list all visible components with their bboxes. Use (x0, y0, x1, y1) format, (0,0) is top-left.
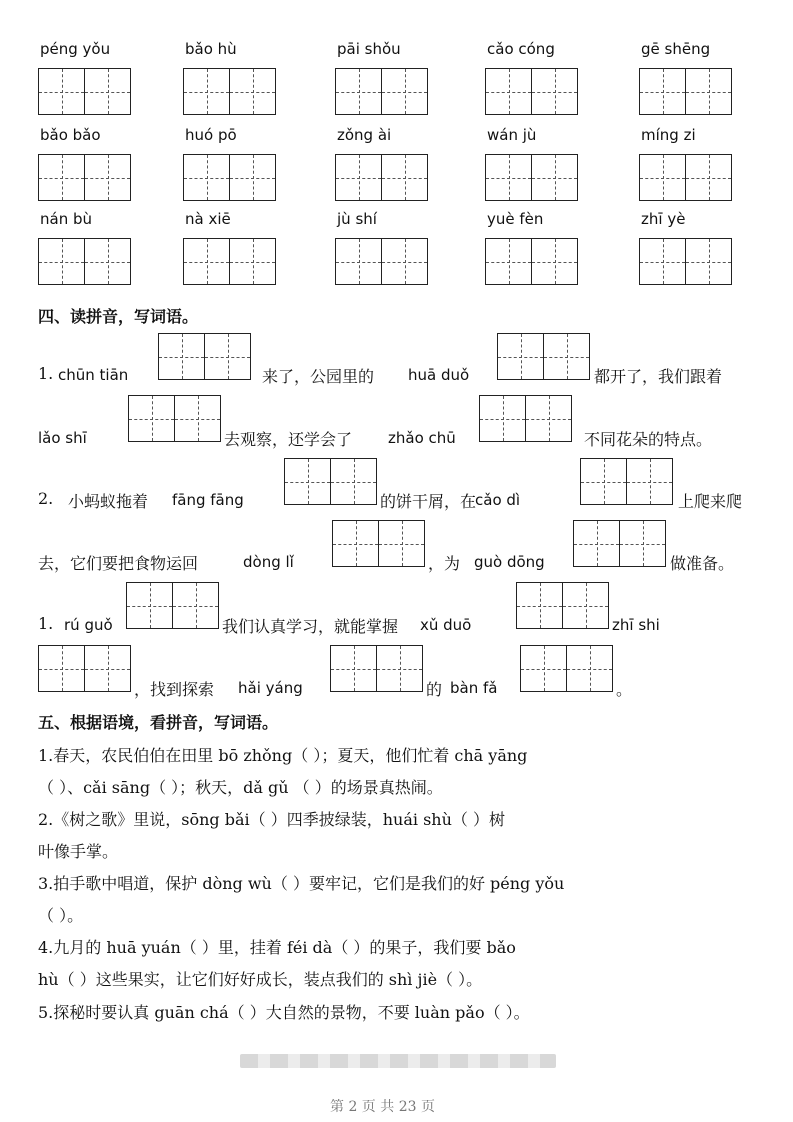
write-grid[interactable] (479, 395, 572, 442)
grid-cell[interactable] (84, 154, 131, 201)
grid-cell[interactable] (573, 520, 620, 567)
write-grid[interactable] (38, 68, 131, 115)
write-grid[interactable] (330, 645, 423, 692)
write-grid[interactable] (183, 238, 276, 285)
grid-cell[interactable] (229, 154, 276, 201)
pinyin-prompt: fāng fāng (172, 491, 244, 509)
grid-cell[interactable] (685, 154, 732, 201)
section5-line: 1.春天，农民伯伯在田里 bō zhǒng（ ）；夏天，他们忙着 chā yāng (38, 746, 528, 765)
pinyin-prompt: cǎo dì (475, 491, 521, 509)
grid-cell[interactable] (172, 582, 219, 629)
footer-watermark (240, 1054, 556, 1068)
q1-number: 1. (38, 364, 54, 383)
write-grid[interactable] (332, 520, 425, 567)
write-grid[interactable] (284, 458, 377, 505)
pinyin-label: pāi shǒu (337, 40, 401, 58)
grid-cell[interactable] (531, 238, 578, 285)
sentence-text: 去，它们要把食物运回 (38, 554, 199, 573)
grid-cell[interactable] (381, 154, 428, 201)
grid-cell[interactable] (562, 582, 609, 629)
pinyin-prompt: dòng lǐ (243, 553, 294, 571)
sentence-text: 做准备。 (670, 554, 735, 573)
pinyin-prompt: lǎo shī (38, 429, 87, 447)
grid-cell[interactable] (84, 68, 131, 115)
pinyin-label: bǎo hù (185, 40, 237, 58)
write-grid[interactable] (335, 154, 428, 201)
write-grid[interactable] (485, 68, 578, 115)
grid-cell[interactable] (580, 458, 627, 505)
section5-line: 4.九月的 huā yuán（ ）里，挂着 féi dà（ ）的果子，我们要 bǎo (38, 938, 516, 957)
grid-cell[interactable] (183, 238, 230, 285)
pinyin-label: nà xiē (185, 210, 231, 228)
grid-cell[interactable] (332, 520, 379, 567)
pinyin-label: míng zi (641, 126, 696, 144)
grid-cell[interactable] (174, 395, 221, 442)
pinyin-prompt: bàn fǎ (450, 679, 498, 697)
grid-cell[interactable] (229, 68, 276, 115)
write-grid[interactable] (580, 458, 673, 505)
pinyin-label: gē shēng (641, 40, 711, 58)
pinyin-label: nán bù (40, 210, 93, 228)
section4-heading: 四、读拼音，写词语。 (38, 307, 199, 326)
pinyin-prompt: zhī shi (612, 616, 660, 634)
grid-cell[interactable] (183, 154, 230, 201)
pinyin-label: bǎo bǎo (40, 126, 101, 144)
pinyin-prompt: xǔ duō (420, 616, 472, 634)
grid-cell[interactable] (497, 333, 544, 380)
write-grid[interactable] (639, 238, 732, 285)
grid-cell[interactable] (479, 395, 526, 442)
pinyin-label: cǎo cóng (487, 40, 555, 58)
grid-cell[interactable] (685, 238, 732, 285)
grid-cell[interactable] (38, 68, 85, 115)
pinyin-label: péng yǒu (40, 40, 111, 58)
section5-line: （ ）。 (38, 906, 84, 925)
pinyin-prompt: chūn tiān (58, 366, 129, 384)
sentence-text: 不同花朵的特点。 (584, 430, 713, 449)
grid-cell[interactable] (335, 68, 382, 115)
grid-cell[interactable] (626, 458, 673, 505)
grid-cell[interactable] (84, 645, 131, 692)
sentence-text: ，找到探索 (134, 680, 215, 699)
write-grid[interactable] (520, 645, 613, 692)
section5-line: 3.拍手歌中唱道，保护 dòng wù（ ）要牢记，它们是我们的好 péng yǒu (38, 874, 565, 893)
sentence-text: 的饼干屑，在 (380, 492, 477, 511)
page-number: 第 2 页 共 23 页 (330, 1099, 435, 1115)
section5-heading: 五、根据语境，看拼音，写词语。 (38, 713, 279, 732)
grid-cell[interactable] (335, 238, 382, 285)
grid-cell[interactable] (619, 520, 666, 567)
sentence-text: ，为 (428, 554, 461, 573)
grid-cell[interactable] (126, 582, 173, 629)
write-grid[interactable] (573, 520, 666, 567)
write-grid[interactable] (38, 154, 131, 201)
grid-cell[interactable] (229, 238, 276, 285)
write-grid[interactable] (639, 68, 732, 115)
write-grid[interactable] (497, 333, 590, 380)
grid-cell[interactable] (639, 154, 686, 201)
section5-line: hù（ ）这些果实，让它们好好成长，装点我们的 shì jiè（ ）。 (38, 970, 483, 989)
write-grid[interactable] (183, 154, 276, 201)
sentence-text: 小蚂蚁拖着 (68, 492, 149, 511)
grid-cell[interactable] (128, 395, 175, 442)
grid-cell[interactable] (639, 68, 686, 115)
pinyin-prompt: huā duǒ (408, 366, 470, 384)
sentence-text: 的 (426, 680, 443, 699)
section5-line: 2.《树之歌》里说，sōng bǎi（ ）四季披绿装，huái shù（ ）树 (38, 810, 505, 829)
grid-cell[interactable] (38, 154, 85, 201)
sentence-text: 去观察，还学会了 (224, 430, 353, 449)
grid-cell[interactable] (330, 645, 377, 692)
grid-cell[interactable] (158, 333, 205, 380)
grid-cell[interactable] (566, 645, 613, 692)
sentence-text: 来了，公园里的 (262, 367, 375, 386)
write-grid[interactable] (158, 333, 251, 380)
pinyin-label: zǒng ài (337, 126, 392, 144)
grid-cell[interactable] (38, 238, 85, 285)
q2-number: 2. (38, 489, 54, 508)
grid-cell[interactable] (531, 154, 578, 201)
grid-cell[interactable] (485, 238, 532, 285)
pinyin-label: yuè fèn (487, 210, 544, 228)
write-grid[interactable] (516, 582, 609, 629)
grid-cell[interactable] (525, 395, 572, 442)
grid-cell[interactable] (38, 645, 85, 692)
pinyin-prompt: zhǎo chū (388, 429, 456, 447)
grid-cell[interactable] (520, 645, 567, 692)
write-grid[interactable] (639, 154, 732, 201)
write-grid[interactable] (485, 154, 578, 201)
grid-cell[interactable] (330, 458, 377, 505)
grid-cell[interactable] (381, 68, 428, 115)
pinyin-prompt: guò dōng (474, 553, 545, 571)
pinyin-label: wán jù (487, 126, 537, 144)
grid-cell[interactable] (485, 154, 532, 201)
pinyin-label: jù shí (337, 210, 377, 228)
pinyin-prompt: rú guǒ (64, 616, 113, 634)
sentence-text: 上爬来爬 (678, 492, 743, 511)
write-grid[interactable] (335, 238, 428, 285)
grid-cell[interactable] (381, 238, 428, 285)
grid-cell[interactable] (639, 238, 686, 285)
sentence-text: 。 (616, 680, 633, 699)
grid-cell[interactable] (378, 520, 425, 567)
grid-cell[interactable] (485, 68, 532, 115)
pinyin-label: zhī yè (641, 210, 686, 228)
sentence-text: 我们认真学习，就能掌握 (222, 617, 399, 636)
grid-cell[interactable] (531, 68, 578, 115)
write-grid[interactable] (335, 68, 428, 115)
write-grid[interactable] (38, 645, 131, 692)
grid-cell[interactable] (516, 582, 563, 629)
write-grid[interactable] (485, 238, 578, 285)
sentence-text: 都开了，我们跟着 (594, 367, 723, 386)
write-grid[interactable] (126, 582, 219, 629)
grid-cell[interactable] (84, 238, 131, 285)
grid-cell[interactable] (685, 68, 732, 115)
section5-line: 叶像手掌。 (38, 842, 119, 861)
grid-cell[interactable] (376, 645, 423, 692)
section5-line: （ ）、cǎi sāng（ ）；秋天，dǎ gǔ （ ）的场景真热闹。 (38, 778, 443, 797)
write-grid[interactable] (183, 68, 276, 115)
write-grid[interactable] (38, 238, 131, 285)
grid-cell[interactable] (543, 333, 590, 380)
pinyin-prompt: hǎi yáng (238, 679, 303, 697)
grid-cell[interactable] (284, 458, 331, 505)
write-grid[interactable] (128, 395, 221, 442)
grid-cell[interactable] (204, 333, 251, 380)
section5-line: 5.探秘时要认真 guān chá（ ）大自然的景物，不要 luàn pǎo（ ）。 (38, 1003, 530, 1022)
pinyin-label: huó pō (185, 126, 237, 144)
grid-cell[interactable] (183, 68, 230, 115)
q3-number: 1. (38, 614, 54, 633)
grid-cell[interactable] (335, 154, 382, 201)
